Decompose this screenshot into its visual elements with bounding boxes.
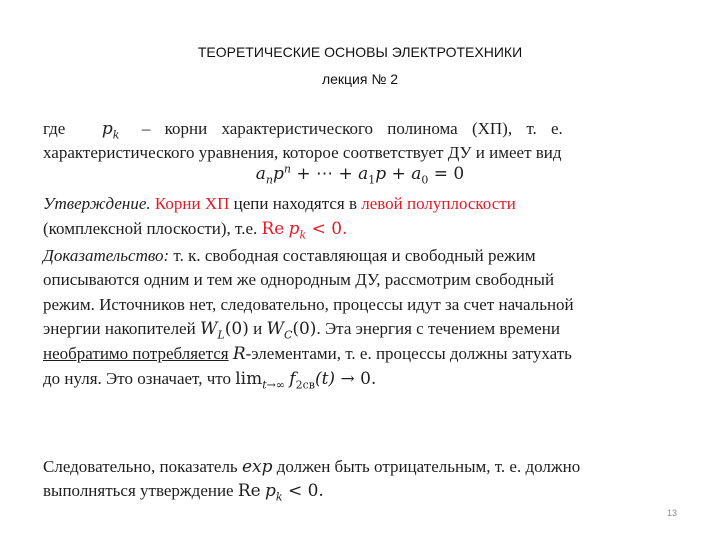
proof-line3: режим. Источников нет, следовательно, процессы идут за счет начальной [43,295,574,314]
statement-line1: Утверждение. Корни ХП цепи находятся в левой полуплоскости [43,194,516,213]
page-number: 13 [666,508,677,518]
proof-line5: необратимо потребляется R-элементами, т. е. процессы должны затухать [43,344,572,364]
lecture-number: лекция № 2 [321,71,399,87]
proof-line1: Доказательство: т. к. свободная составляющая и свободный режим [43,246,536,265]
conclusion-line1: Следовательно, показатель exp должен быть отрицательным, т. е. должно [43,457,581,477]
proof-line2: описываются одним и тем же однородным ДУ, рассмотрим свободный [43,270,555,289]
proof-line6: до нуля. Это означает, что $\lim_{t\to\infty} f_{2св}(t) \to 0$. [43,369,377,392]
p1-line1: где $p_k$ – корни характеристического полинома (ХП), т. е. [43,119,563,142]
p1-line2: характеристического уравнения, которое соответствует ДУ и имеет вид [43,143,562,162]
conclusion-line2: выполняться утверждение Re $p_k < 0$. [43,481,324,504]
statement-line2: (комплексной плоскости), т.е. Re $p_k < 0$. [43,219,348,242]
page-title: ТЕОРЕТИЧЕСКИЕ ОСНОВЫ ЭЛЕКТРОТЕХНИКИ [197,44,523,60]
characteristic-equation: $a_np^n$ + ⋯ + $a_1p + a_0 = 0$ [255,162,465,187]
proof-line4: энергии накопителей $W_L(0)$ и $W_C(0)$. Эта энергия с течением времени [43,319,560,342]
